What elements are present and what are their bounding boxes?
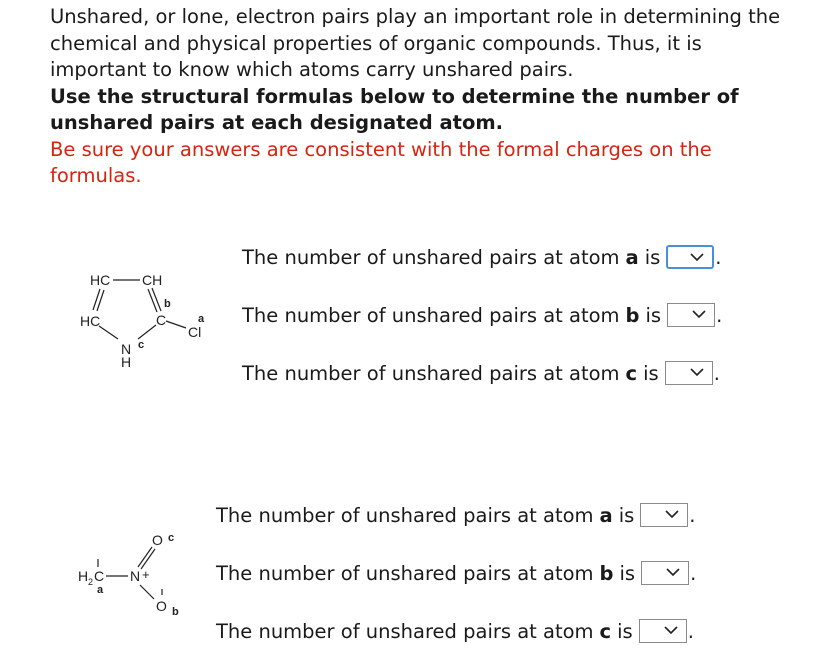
atom-b-marker: b	[164, 298, 171, 310]
atom-label: C	[94, 568, 105, 584]
atom-b-marker: b	[172, 606, 179, 618]
atom-a-marker: a	[97, 584, 104, 596]
atom-label: H	[78, 568, 89, 584]
chevron-down-icon	[666, 568, 680, 577]
intro-text: Unshared, or lone, electron pairs play an important role in determining the chemical and physical properties of organic compounds. Thus, it is important to know which atoms carry unshared pairs.	[50, 5, 781, 81]
answer-dropdown[interactable]	[639, 619, 687, 643]
chevron-down-icon	[692, 310, 706, 319]
atom-label: HC	[80, 313, 101, 329]
chevron-down-icon	[690, 368, 704, 377]
molecule-1-structure	[80, 262, 220, 374]
atom-label: Cl	[188, 324, 202, 340]
question-1a: The number of unshared pairs at atom a is .	[242, 245, 722, 269]
atom-label: C	[156, 312, 167, 328]
atom-a-marker: a	[198, 313, 205, 325]
question-2c: The number of unshared pairs at atom c is .	[216, 619, 694, 643]
question-1c: The number of unshared pairs at atom c is .	[242, 361, 720, 385]
atom-label: N	[130, 568, 141, 584]
atom-label: CH	[142, 272, 163, 288]
answer-dropdown[interactable]	[665, 361, 713, 385]
chevron-down-icon	[665, 510, 679, 519]
atom-label: N	[121, 341, 132, 357]
atom-c-marker: c	[138, 339, 145, 351]
answer-dropdown[interactable]	[640, 503, 688, 527]
molecule-2-structure	[76, 525, 206, 625]
answer-dropdown[interactable]	[667, 303, 715, 327]
chevron-down-icon	[690, 253, 704, 262]
atom-label: H	[121, 354, 132, 370]
question-2a: The number of unshared pairs at atom a is .	[216, 503, 696, 527]
atom-label: O	[156, 598, 167, 614]
charge-label: +	[142, 567, 150, 582]
question-2b: The number of unshared pairs at atom b is .	[216, 561, 697, 585]
answer-dropdown[interactable]	[666, 245, 714, 269]
atom-label: 2	[88, 577, 94, 587]
atom-label: O	[152, 532, 163, 548]
chevron-down-icon	[664, 626, 678, 635]
atom-label: HC	[90, 272, 111, 288]
atom-c-marker: c	[168, 532, 175, 544]
question-1b: The number of unshared pairs at atom b is .	[242, 303, 723, 327]
answer-dropdown[interactable]	[641, 561, 689, 585]
instructions	[50, 4, 790, 190]
instruction-text: Use the structural formulas below to determine the number of unshared pairs at each designated atom.	[50, 84, 739, 134]
warning-text: Be sure your answers are consistent with the formal charges on the formulas.	[50, 137, 712, 187]
